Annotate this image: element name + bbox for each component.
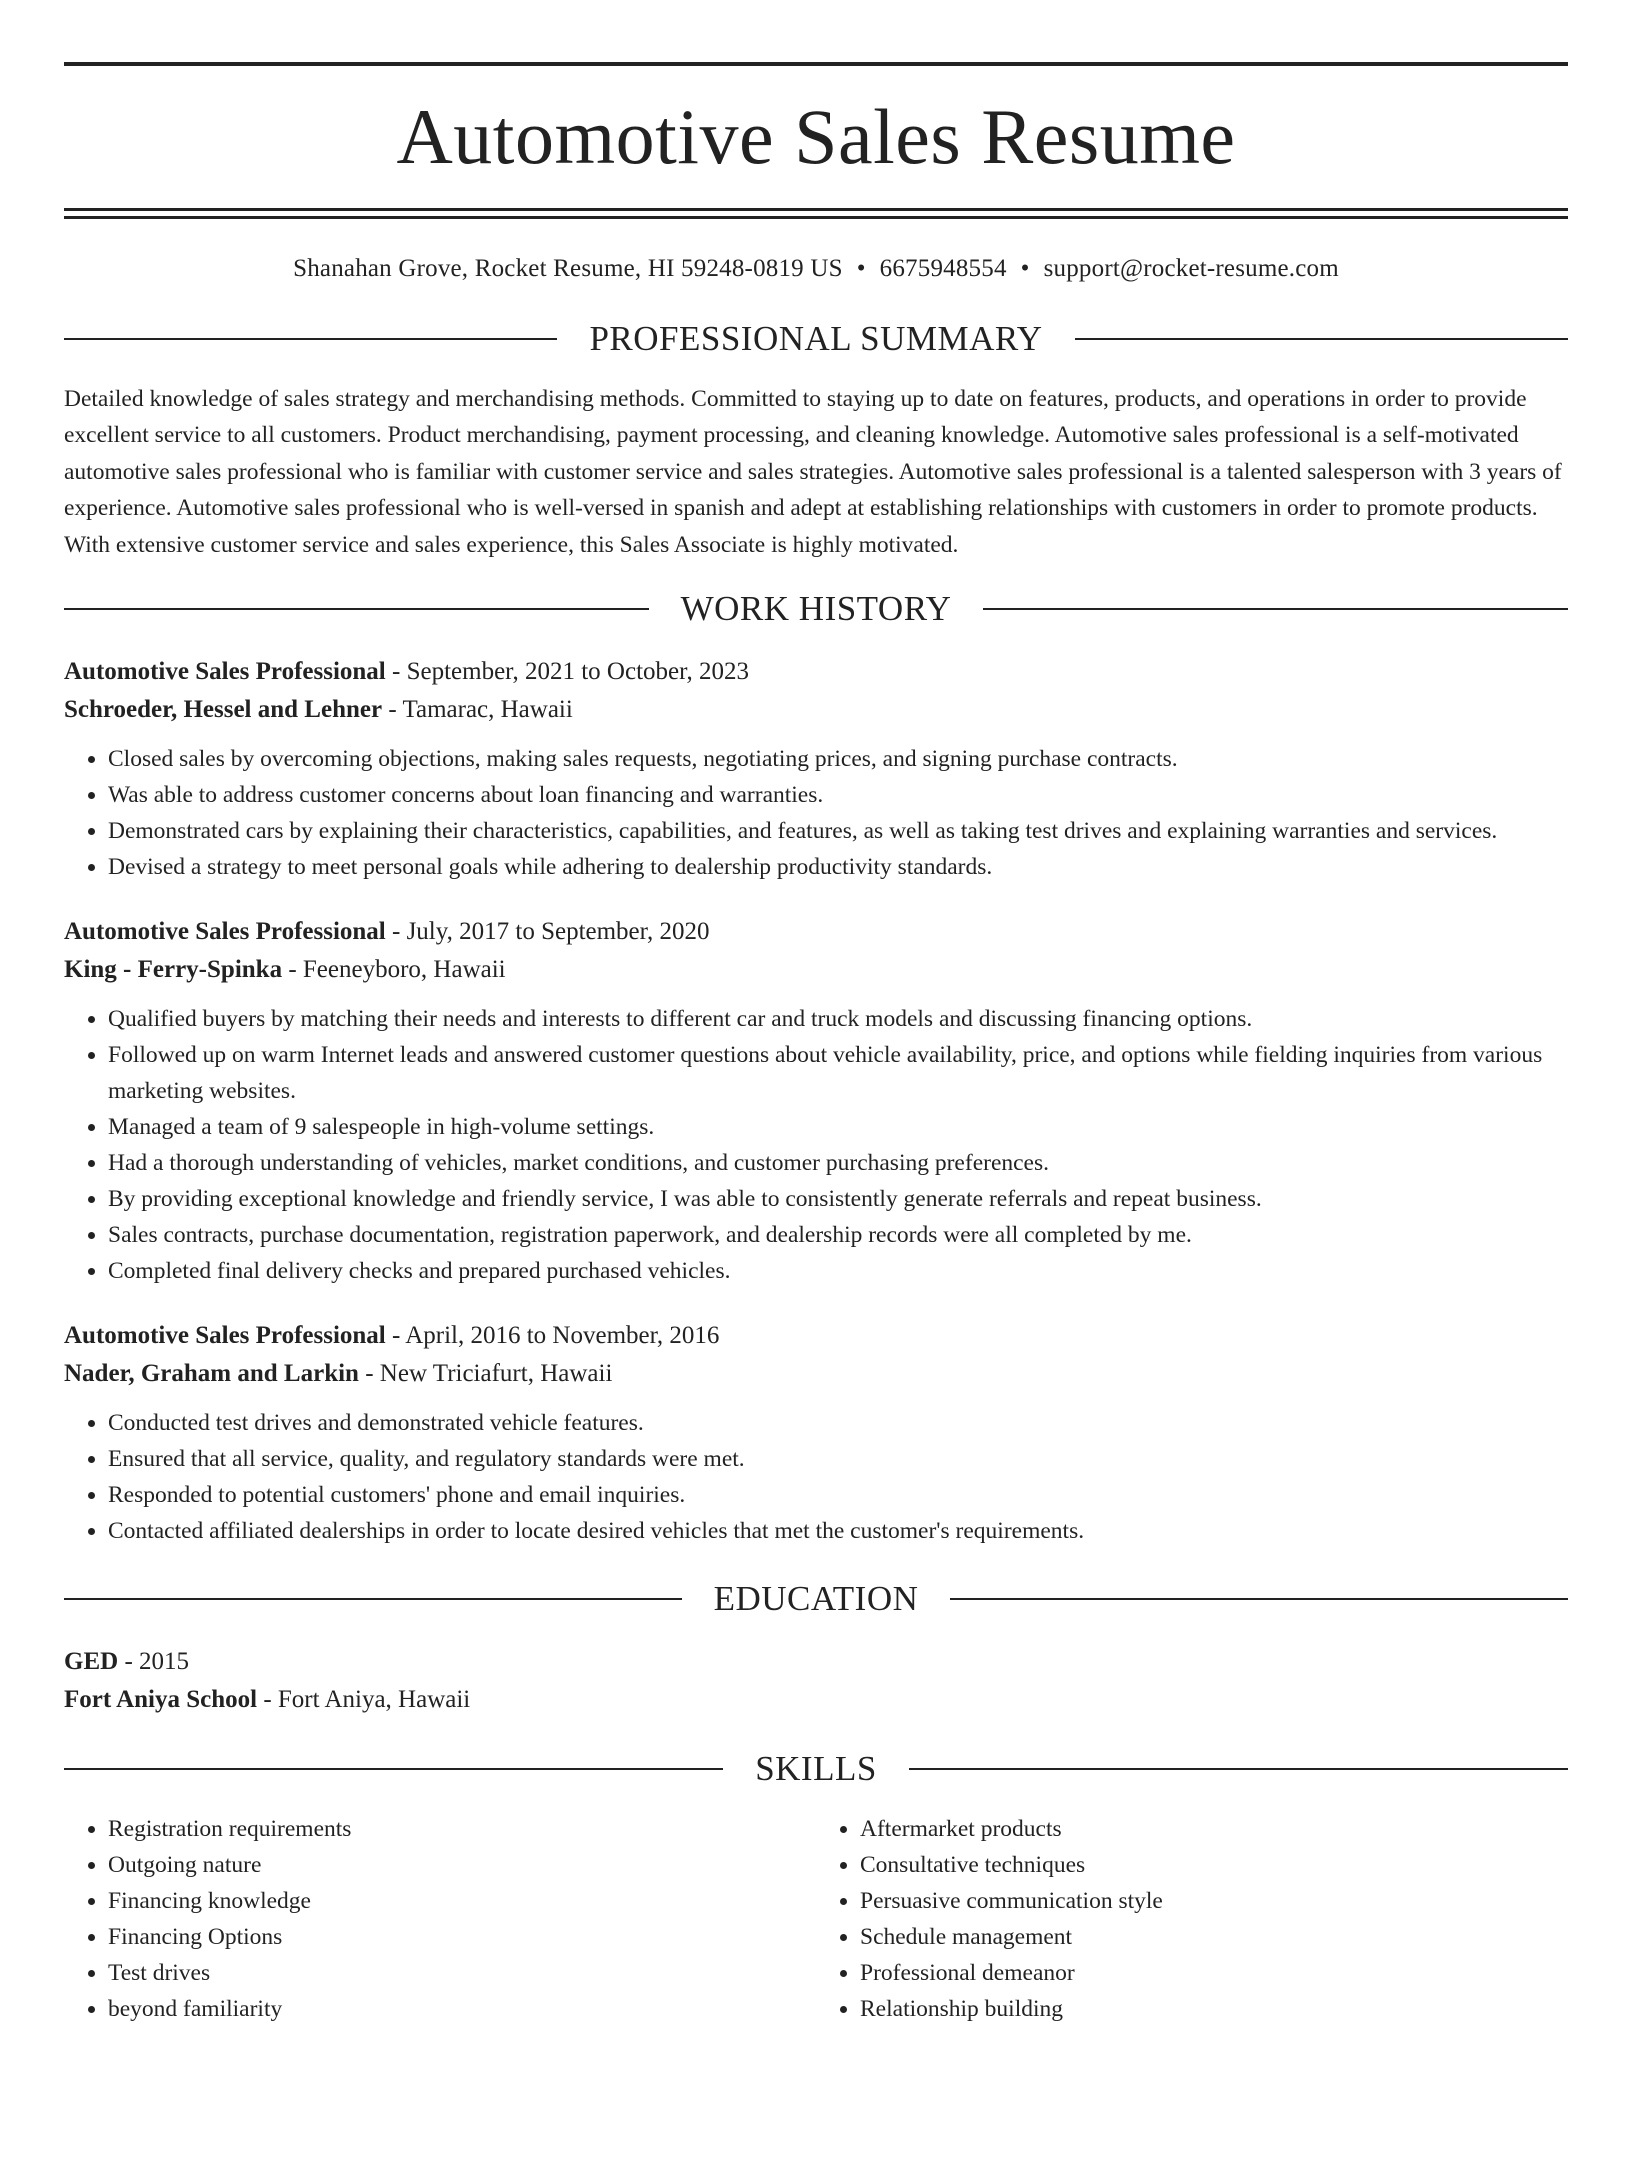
job-bullet: • Sales contracts, purchase documentation, registration paperwork, and dealership records were all completed by me. xyxy=(108,1217,1568,1253)
skills-list-right xyxy=(816,1811,1568,2027)
job-title: Automotive Sales Professional xyxy=(64,1322,386,1350)
job-company-line xyxy=(64,691,1568,729)
section-rule xyxy=(64,338,557,340)
skill-item: • Relationship building xyxy=(860,1991,1568,2027)
section-title-skills: SKILLS xyxy=(755,1749,877,1789)
job-dates: - July, 2017 to September, 2020 xyxy=(392,918,710,946)
skills-list-left xyxy=(64,1811,816,2027)
education-location: - Fort Aniya, Hawaii xyxy=(263,1686,471,1714)
job-entry xyxy=(64,653,1568,885)
summary-text: Detailed knowledge of sales strategy and merchandising methods. Committed to staying up to date on features, products, and operations in order to provide excellent service to all customers. Product merchandising, payment processing, and cleaning knowledge. Automotive sales professional is a self-motivated automotive sales professional who is familiar with customer service and sales strategies. Automotive sales professional is a talented salesperson with 3 years of experience. Automotive sales professional who is well-versed in spanish and adept at establishing relationships with customers in order to promote products. With extensive customer service and sales experience, this Sales Associate is highly motivated. xyxy=(64,386,1562,558)
page-title: Automotive Sales Resume xyxy=(396,93,1236,180)
section-header-work xyxy=(64,589,1568,629)
section-rule xyxy=(1075,338,1568,340)
job-company: Schroeder, Hessel and Lehner xyxy=(64,696,383,724)
job-bullet: • Devised a strategy to meet personal goals while adhering to dealership productivity standards. xyxy=(108,849,1568,885)
job-bullet: • Followed up on warm Internet leads and answered customer questions about vehicle availability, price, and options while fielding inquiries from various marketing websites. xyxy=(108,1037,1568,1109)
education-degree: GED xyxy=(64,1648,119,1676)
section-rule xyxy=(64,1598,682,1600)
job-company-line xyxy=(64,1355,1568,1393)
section-title-work: WORK HISTORY xyxy=(680,589,952,629)
job-bullet: • Managed a team of 9 salespeople in high-volume settings. xyxy=(108,1109,1568,1145)
education-entry xyxy=(64,1643,1568,1719)
job-bullet: • Contacted affiliated dealerships in order to locate desired vehicles that met the customer's requirements. xyxy=(108,1513,1568,1549)
job-title-line xyxy=(64,653,1568,691)
education-school-line xyxy=(64,1681,1568,1719)
section-rule xyxy=(983,608,1568,610)
section-rule xyxy=(909,1768,1568,1770)
contact-phone: 6675948554 xyxy=(879,255,1007,282)
skill-item: • beyond familiarity xyxy=(108,1991,816,2027)
job-bullets xyxy=(64,1405,1568,1549)
education-school: Fort Aniya School xyxy=(64,1686,258,1714)
title-double-rule xyxy=(64,208,1568,219)
section-rule xyxy=(64,1768,723,1770)
section-rule xyxy=(64,608,649,610)
job-bullet: • Conducted test drives and demonstrated vehicle features. xyxy=(108,1405,1568,1441)
job-bullets xyxy=(64,1001,1568,1289)
job-bullet: • Completed final delivery checks and prepared purchased vehicles. xyxy=(108,1253,1568,1289)
skill-item: • Registration requirements xyxy=(108,1811,816,1847)
education-year: - 2015 xyxy=(124,1648,190,1676)
skill-item: • Aftermarket products xyxy=(860,1811,1568,1847)
skill-item: • Professional demeanor xyxy=(860,1955,1568,1991)
contact-separator: • xyxy=(1020,255,1030,282)
section-title-education: EDUCATION xyxy=(713,1579,919,1619)
skill-item: • Financing knowledge xyxy=(108,1883,816,1919)
skill-item: • Schedule management xyxy=(860,1919,1568,1955)
job-bullet: • Had a thorough understanding of vehicles, market conditions, and customer purchasing preferences. xyxy=(108,1145,1568,1181)
job-bullet: • Qualified buyers by matching their needs and interests to different car and truck models and discussing financing options. xyxy=(108,1001,1568,1037)
job-bullets xyxy=(64,741,1568,885)
job-bullet: • By providing exceptional knowledge and friendly service, I was able to consistently generate referrals and repeat business. xyxy=(108,1181,1568,1217)
job-title: Automotive Sales Professional xyxy=(64,658,386,686)
section-rule xyxy=(950,1598,1568,1600)
job-bullet: • Was able to address customer concerns about loan financing and warranties. xyxy=(108,777,1568,813)
top-rule xyxy=(64,62,1568,66)
job-location: - Feeneyboro, Hawaii xyxy=(288,956,506,984)
skill-item: • Test drives xyxy=(108,1955,816,1991)
education-degree-line xyxy=(64,1643,1568,1681)
job-bullet: • Responded to potential customers' phone and email inquiries. xyxy=(108,1477,1568,1513)
job-title: Automotive Sales Professional xyxy=(64,918,386,946)
job-company: Nader, Graham and Larkin xyxy=(64,1360,359,1388)
job-bullet: • Closed sales by overcoming objections, making sales requests, negotiating prices, and signing purchase contracts. xyxy=(108,741,1568,777)
contact-separator: • xyxy=(856,255,866,282)
job-company: King - Ferry-Spinka xyxy=(64,956,283,984)
section-header-education xyxy=(64,1579,1568,1619)
resume-page xyxy=(0,62,1632,2027)
contact-email: support@rocket-resume.com xyxy=(1043,255,1339,282)
job-title-line xyxy=(64,913,1568,951)
job-entry xyxy=(64,913,1568,1289)
contact-line xyxy=(64,255,1568,283)
skill-item: • Financing Options xyxy=(108,1919,816,1955)
job-entry xyxy=(64,1317,1568,1549)
skill-item: • Outgoing nature xyxy=(108,1847,816,1883)
section-header-summary xyxy=(64,319,1568,359)
job-bullet: • Ensured that all service, quality, and regulatory standards were met. xyxy=(108,1441,1568,1477)
job-dates: - September, 2021 to October, 2023 xyxy=(392,658,749,686)
contact-address: Shanahan Grove, Rocket Resume, HI 59248-0819 US xyxy=(293,255,843,282)
job-location: - New Triciafurt, Hawaii xyxy=(365,1360,613,1388)
job-bullet: • Demonstrated cars by explaining their characteristics, capabilities, and features, as well as taking test drives and explaining warranties and services. xyxy=(108,813,1568,849)
job-dates: - April, 2016 to November, 2016 xyxy=(392,1322,720,1350)
job-location: - Tamarac, Hawaii xyxy=(388,696,573,724)
skill-item: • Consultative techniques xyxy=(860,1847,1568,1883)
section-header-skills xyxy=(64,1749,1568,1789)
job-company-line xyxy=(64,951,1568,989)
section-title-summary: PROFESSIONAL SUMMARY xyxy=(589,319,1043,358)
job-title-line xyxy=(64,1317,1568,1355)
skills-columns xyxy=(64,1811,1568,2027)
skill-item: • Persuasive communication style xyxy=(860,1883,1568,1919)
work-history-list xyxy=(64,653,1568,1549)
